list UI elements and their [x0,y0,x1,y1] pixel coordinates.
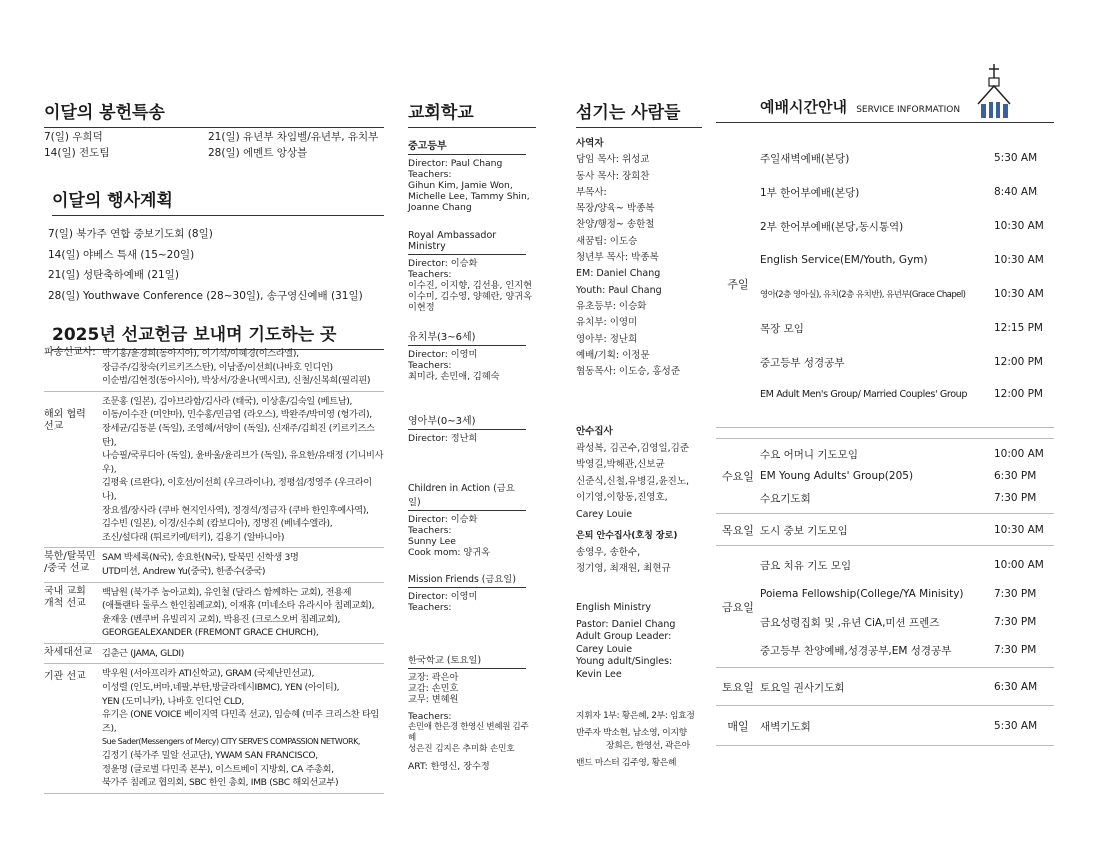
mission-row [44,548,384,582]
service-item [760,312,1054,344]
service-item [760,380,1054,408]
staff-item: 부목사: [576,186,607,198]
mission-line: 장요셉/장사라 (쿠바 현지인사역), 정경석/정금자 (쿠바 한인후예사역), [102,504,369,516]
service-day: 토요일 [722,680,754,694]
service-group-friday [716,546,1054,668]
service-time: 10:00 AM [994,559,1044,571]
service-item [760,344,1054,380]
service-time: 12:00 PM [994,356,1043,368]
mission-body [102,551,299,578]
deacon-item: 박영길,박해관,신보균 [576,459,665,470]
staff-item: 찬양/행정~ 송한철 [576,219,655,231]
staff-item: 담임 목사: 위성교 [576,154,650,166]
service-name: 금요 치유 기도 모임 [760,559,852,572]
school-section [408,230,536,313]
event-item: 14(일) 야베스 특새 (15~20일) [48,248,195,261]
school-line: Teachers: [408,525,452,536]
retired-title: 은퇴 안수집사(호칭 장로) [576,531,678,541]
english-item: Young adult/Singles: [576,656,673,667]
school-section-name: 한국학교 (토요일) [408,652,526,669]
school-section [408,652,536,772]
mission-body [102,347,370,388]
school-section-body [408,158,536,213]
mission-row [44,392,384,549]
mission-line: 박우원 (서아프리카 ATI신학교), GRAM (국제난민선교), [102,668,315,680]
mission-label: 국내 교회 개척 선교 [44,585,86,609]
school-line: Director: Paul Chang [408,158,503,169]
service-day: 금요일 [722,600,754,614]
deacon-item: 신준식,신철,유병길,윤진노, [576,475,690,487]
service-group-wednesday [716,438,1054,514]
service-name: English Service(EM/Youth, Gym) [760,254,928,266]
event-item: 7(일) 북가주 연합 중보기도회 (8일) [48,228,213,240]
school-line: 최미라, 손민애, 김혜숙 [408,371,500,382]
school-section-name: Children in Action (금요일) [408,480,526,511]
mission-line: 박기홍/윤경희(동아시아), 이기석/이혜경(이스라엘), [102,348,299,359]
school-line: Teachers: [408,711,452,722]
school-line: Teachers: [408,269,452,280]
school-section [408,412,536,444]
mission-line: 조문홍 (일본), 김아브라함/김사라 (태국), 이상훈/김숙일 (베트남), [102,395,353,407]
service-name: Poiema Fellowship(College/YA Minisity) [760,588,964,600]
mission-line: YEN (도미니카), 나바호 인디언 CLD, [102,695,244,707]
school-section-body [408,672,536,772]
service-item [760,608,1054,636]
mission-line: 나승필/국루디아 (독일), 윤바울/윤리브가 (독일), 유요한/유태정 (기니비사우), [102,450,384,475]
offering-left: 7(일) 우희덕 [44,130,103,143]
school-line: 성은진 김지은 추미화 손민호 [408,744,515,754]
service-item [760,176,1054,208]
staff-item: Youth: Paul Chang [576,284,662,296]
conductor: 지휘자 1부: 황은혜, 2부: 임효정 [576,711,695,721]
deacons-title: 안수집사 [576,426,613,437]
staff-item: 유초등부: 이승화 [576,300,647,312]
service-name: 토요일 권사기도회 [760,681,845,694]
school-section [408,480,536,558]
school-section-body [408,591,536,613]
service-name: 주일새벽예배(본당) [760,152,850,165]
staff-item: EM: Daniel Chang [576,268,661,280]
mission-line: 이순범/김현정(동아시아), 박상서/강윤나(멕시코), 신철/신복희(필리핀) [102,375,371,387]
school-section-name: 영아부(0~3세) [408,412,526,430]
mission-body [102,395,384,545]
service-name: 목장 모임 [760,322,804,335]
service-item [760,487,1054,509]
service-time: 10:00 AM [994,448,1044,460]
mission-line: GEORGEALEXANDER (FREMONT GRACE CHURCH), [102,627,319,639]
school-title: 교회학교 [408,98,536,128]
staff-item: 협동목사: 이도승, 홍성준 [576,366,681,378]
mission-line: 윤재웅 (벤쿠버 유빌리지 교회), 박용진 (크로스오버 침례교회), [102,613,341,625]
mission-line: 북가주 침례교 협의회, SBC 한인 총회, IMB (SBC 해외선교부) [102,777,339,789]
service-name: EM Young Adults' Group(205) [760,470,914,482]
school-line: 손민애 한은경 한영신 변혜원 김주혜 [408,722,529,743]
service-time: 10:30 AM [994,288,1044,300]
school-line: Cook mom: 양귀옥 [408,547,491,558]
english-item: Carey Louie [576,643,633,655]
service-table [716,140,1054,746]
offering-row [44,144,384,160]
mission-label: 파송선교사: [44,347,96,358]
english-item: Kevin Lee [576,668,622,680]
mission-row [44,583,384,644]
school-line: 이현정 [408,302,435,313]
school-line: Michelle Lee, Tammy Shin, [408,191,530,202]
service-time: 12:00 PM [994,388,1043,400]
missions-title: 2025년 선교헌금 보내며 기도하는 곳 [52,320,384,350]
school-line: Gihun Kim, Jamie Won, [408,180,513,191]
school-line: 교감: 손민호 [408,683,459,694]
retired-item: 송영우, 송한수, [576,546,641,558]
school-section-name: Royal Ambassador Ministry [408,230,526,255]
school-section-name: 중고등부 [408,137,526,155]
mission-line: 정윤명 (글로벌 다민족 본부), 이스트베이 지방회, CA 주총회, [102,763,334,775]
school-section-body [408,258,536,313]
mission-line: 김평육 (르완다), 이호선/이선희 (우크라이나), 정평섭/정영주 (우크라이나), [102,477,372,502]
mission-label: 차세대선교 [44,646,93,658]
mission-line: 이동/이수잔 (미얀마), 민수홍/민금엽 (라오스), 박완주/박미영 (헝가리), [102,409,372,421]
service-name: 수요 어머니 기도모임 [760,448,858,461]
service-title-rule [716,122,1054,123]
school-line: Director: 정난희 [408,433,478,444]
mission-line: 조신/설다래 (튀르키예/터키), 김용기 (알바니아) [102,531,285,543]
mission-line: 김정기 (북가주 밀알 선교단), YWAM SAN FRANCISCO, [102,750,318,762]
service-item [760,636,1054,664]
service-time: 10:30 AM [994,220,1044,232]
mission-line: 장금주/김창숙(키르키즈스탄), 이남종/이선희(나바호 인디언) [102,361,333,373]
mission-line: 김수빈 (일본), 이경/신수희 (캄보디아), 정명진 (베네수엘라), [102,518,333,530]
deacons-list [576,424,702,523]
service-item [760,706,1054,746]
offering-right: 21(일) 유년부 차임벨/유년부, 유치부 [208,130,379,143]
band-master: 밴드 마스터 김주영, 황은혜 [576,758,677,768]
service-time: 10:30 AM [994,524,1044,536]
staff-item: 유치부: 이영미 [576,317,638,329]
service-time: 7:30 PM [994,492,1037,504]
service-items [760,668,1054,705]
service-item [760,244,1054,276]
service-name: 중고등부 성경공부 [760,356,845,369]
mission-label: 북한/탈북민 /중국 선교 [44,551,96,575]
service-name: 새벽기도회 [760,720,811,733]
staff-item: 청년부 목사: 박종복 [576,252,659,264]
service-time: 6:30 AM [994,681,1038,693]
school-line: Director: 이승화 [408,514,478,525]
school-section [408,328,536,382]
service-subtitle: SERVICE INFORMATION [856,105,961,115]
mission-body [102,667,384,789]
school-line: Teachers: [408,169,452,180]
mission-label: 해외 협력 선교 [44,408,86,432]
staff-item: 영아부: 정난희 [576,333,638,345]
staff-item: 새꿈팀: 이도승 [576,235,638,247]
mission-body [102,647,184,661]
service-name: 도시 중보 기도모임 [760,524,848,537]
events-title: 이달의 행사계획 [52,186,384,216]
english-title: English Ministry [576,602,652,613]
school-section-body [408,433,536,444]
mission-line: UTD미션, Andrew Yu(중국), 한종수(중국) [102,565,266,577]
music-staff [576,710,712,770]
service-time: 7:30 PM [994,588,1037,600]
school-line: Teachers: [408,602,452,613]
events-list [48,224,384,306]
school-section-name: 유치부(3~6세) [408,328,526,346]
service-time: 5:30 AM [994,720,1038,732]
school-section [408,137,536,213]
service-time: 12:15 PM [994,322,1043,334]
service-item [760,276,1054,312]
service-day: 수요일 [722,470,754,483]
mission-row [44,644,384,665]
mission-line: 장세균/김동분 (독일), 조영혜/서양이 (독일), 신재주/김희진 (키르키즈스탄), [102,422,375,448]
service-day: 매일 [727,719,749,733]
service-item [760,208,1054,244]
service-name: 수요기도회 [760,492,811,505]
english-item: Pastor: Daniel Chang [576,618,676,630]
mission-line: 이성렬 (인도,버마,네팔,부탄,방글라데시IBMC), YEN (아이티), [102,682,340,694]
school-section-body [408,514,536,558]
school-line: 교장: 곽은아 [408,672,459,683]
school-line: ART: 한영신, 장수정 [408,761,490,772]
school-line: 교무: 변혜원 [408,694,459,705]
mission-body [102,586,374,640]
service-group-thursday [716,514,1054,546]
school-line: Joanne Chang [408,202,472,213]
school-line: Director: 이승화 [408,258,478,269]
deacon-item: 곽성복, 김곤수,김영일,김준 [576,442,690,454]
mission-row [44,344,384,392]
service-title [760,96,960,117]
school-line: Teachers: [408,360,452,371]
staff-title: 사역자 [576,138,604,149]
offering-list [44,128,384,160]
service-name: 2부 한어부예배(본당,동시통역) [760,220,904,233]
service-items [760,514,1054,545]
mission-label: 기관 선교 [44,671,86,683]
mission-line: (애틀랜타 둘루스 한인침례교회), 이재휴 (미네소타 유라시아 침례교회), [102,600,375,612]
church-icon [972,62,1016,120]
service-item [760,580,1054,608]
school-line: Director: 이영미 [408,349,478,360]
mission-line: SAM 박세록(N국), 송요한(N국), 탈북민 신학생 3명 [102,552,299,564]
service-items [760,706,1054,745]
deacon-item: Carey Louie [576,508,633,520]
english-ministry [576,602,702,681]
event-item: 21(일) 성탄축하예배 (21일) [48,269,179,281]
service-group-sunday [716,140,1054,428]
service-time: 6:30 PM [994,470,1037,482]
retired-item: 정기영, 최재원, 최현규 [576,563,671,574]
staff-item: 예배/기획: 이정문 [576,349,650,361]
staff-item: 동사 목사: 장희찬 [576,170,650,182]
service-item [760,465,1054,487]
offering-title: 이달의 봉헌특송 [44,98,384,128]
accompanist: 반주자 박소현, 남소영, 이지향 [576,728,687,738]
accompanist: 장희은, 한영선, 곽은아 [606,741,690,751]
offering-row [44,128,384,144]
school-section-body [408,349,536,382]
mission-row [44,664,384,793]
service-group-daily [716,706,1054,746]
service-title-ko: 예배시간안내 [760,98,847,116]
mission-line: Sue Sader(Messengers of Mercy) CITY SERVE'S COMPASSION NETWORK, [102,737,360,747]
service-name: 금요성령집회 및 ,유년 CiA,미션 프렌즈 [760,616,940,629]
service-name: 영아(2층 영아실), 유치(2층 유치반), 유년부(Grace Chapel) [760,290,966,300]
school-section-name: Mission Friends (금요일) [408,571,526,588]
school-line: 이수미, 김수영, 양혜란, 양귀옥 [408,291,533,302]
servants-title: 섬기는 사람들 [576,98,702,128]
deacon-item: 이기영,이항동,진영호, [576,492,668,503]
service-item [760,668,1054,706]
school-line: Sunny Lee [408,536,456,547]
service-item [760,550,1054,580]
school-line: 이수진, 이지향, 김선용, 인지현 [408,280,533,291]
missions-table [44,344,384,794]
service-name: EM Adult Men's Group/ Married Couples' Group [760,388,968,400]
english-item: Adult Group Leader: [576,631,672,642]
service-time: 7:30 PM [994,616,1037,628]
offering-left: 14(일) 전도팀 [44,146,110,159]
mission-line: 유기은 (ONE VOICE 베이지역 다민족 선교), 임승혜 (미주 크리스찬 타임즈), [102,709,379,734]
offering-right: 28(일) 에멘트 앙상블 [208,146,308,159]
service-time: 7:30 PM [994,644,1037,656]
service-items [760,546,1054,667]
school-line: Director: 이영미 [408,591,478,602]
service-day: 목요일 [722,523,754,537]
service-item [760,514,1054,546]
service-group-saturday [716,668,1054,706]
mission-line: 김춘근 (JAMA, GLDI) [102,647,185,659]
service-time: 5:30 AM [994,152,1038,164]
service-time: 10:30 AM [994,254,1044,266]
service-name: 1부 한어부예배(본당) [760,186,860,199]
service-time: 8:40 AM [994,186,1038,198]
staff-item: 목장/양육~ 박종복 [576,203,655,215]
service-items [760,439,1054,513]
retired-list [576,528,702,578]
service-items [760,140,1054,427]
service-item [760,443,1054,465]
service-day: 주일 [727,277,749,291]
event-item: 28(일) Youthwave Conference (28~30일), 송구영신예배 (31일) [48,289,363,302]
service-name: 중고등부 찬양예배,성경공부,EM 성경공부 [760,644,952,657]
school-section [408,571,536,613]
staff-list [576,136,702,380]
service-item [760,140,1054,176]
mission-line: 백남원 (북가주 농아교회), 유인철 (달라스 함께하는 교회), 전용제 [102,586,352,598]
